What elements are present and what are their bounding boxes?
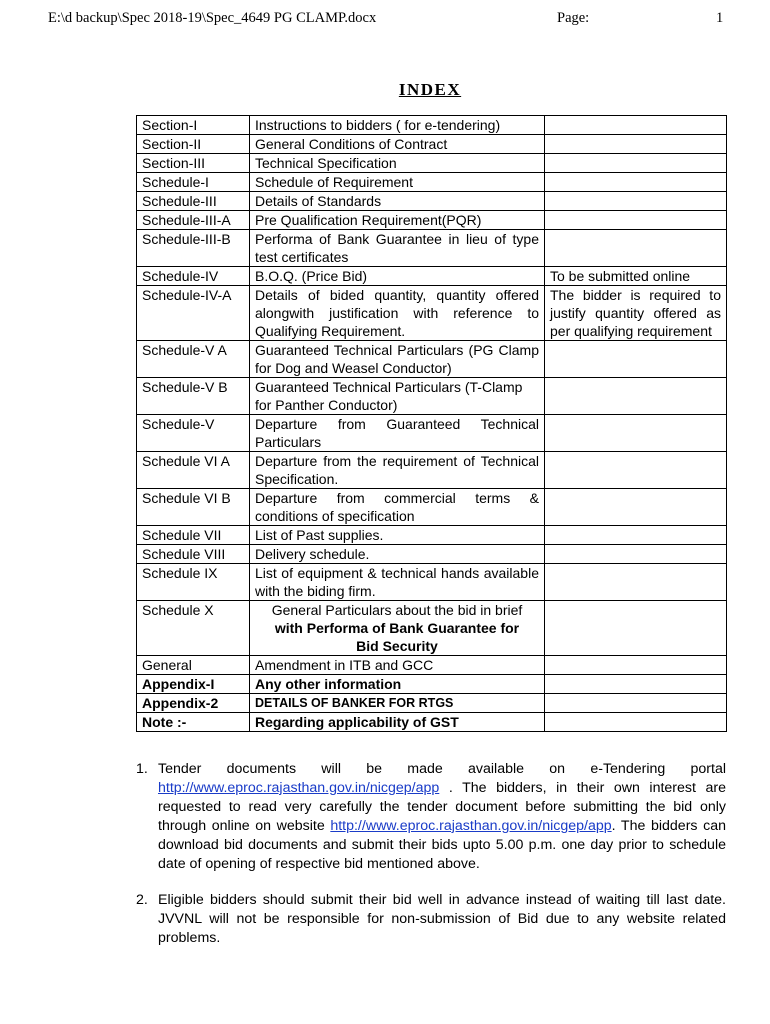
description-cell: Amendment in ITB and GCC — [250, 656, 545, 675]
description-cell: Technical Specification — [250, 154, 545, 173]
table-row — [137, 135, 727, 154]
description-cell: Regarding applicability of GST — [250, 713, 545, 732]
section-cell: Note :- — [137, 713, 250, 732]
table-row — [137, 526, 727, 545]
table-row — [137, 656, 727, 675]
remark-cell — [545, 526, 727, 545]
table-row — [137, 452, 727, 489]
description-cell: Departure from commercial terms & conditions of specification — [250, 489, 545, 526]
remark-cell — [545, 378, 727, 415]
remark-cell — [545, 116, 727, 135]
remark-cell — [545, 192, 727, 211]
table-row — [137, 230, 727, 267]
section-cell: Schedule VII — [137, 526, 250, 545]
description-cell: General Conditions of Contract — [250, 135, 545, 154]
section-cell: Section-I — [137, 116, 250, 135]
description-cell: B.O.Q. (Price Bid) — [250, 267, 545, 286]
section-cell: Schedule IX — [137, 564, 250, 601]
remark-cell: To be submitted online — [545, 267, 727, 286]
section-cell: Schedule-IV-A — [137, 286, 250, 341]
remark-cell — [545, 545, 727, 564]
section-cell: Schedule-I — [137, 173, 250, 192]
table-row — [137, 211, 727, 230]
description-cell: Any other information — [250, 675, 545, 694]
description-cell: Instructions to bidders ( for e-tendering) — [250, 116, 545, 135]
table-row — [137, 116, 727, 135]
remark-cell — [545, 173, 727, 192]
table-row — [137, 545, 727, 564]
section-cell: Appendix-2 — [137, 694, 250, 713]
remark-cell — [545, 211, 727, 230]
section-cell: General — [137, 656, 250, 675]
remark-cell — [545, 154, 727, 173]
table-row — [137, 341, 727, 378]
table-row — [137, 192, 727, 211]
eproc-link[interactable]: http://www.eproc.rajasthan.gov.in/nicgep/app — [330, 818, 612, 834]
table-row — [137, 601, 727, 656]
description-cell: Guaranteed Technical Particulars (PG Clamp for Dog and Weasel Conductor) — [250, 341, 545, 378]
table-row — [137, 154, 727, 173]
description-cell: DETAILS OF BANKER FOR RTGS — [250, 694, 545, 713]
note-text: Eligible bidders should submit their bid well in advance instead of waiting till last date. JVVNL will not be responsible for non-submission of Bid due to any website related problems. — [158, 892, 726, 946]
section-cell: Schedule-III — [137, 192, 250, 211]
file-path: E:\d backup\Spec 2018-19\Spec_4649 PG CLAMP.docx — [48, 10, 377, 26]
table-row — [137, 694, 727, 713]
description-cell — [250, 601, 545, 656]
remark-cell — [545, 601, 727, 656]
description-cell: Pre Qualification Requirement(PQR) — [250, 211, 545, 230]
section-cell: Schedule-IV — [137, 267, 250, 286]
description-cell: Departure from Guaranteed Technical Particulars — [250, 415, 545, 452]
eproc-link[interactable]: http://www.eproc.rajasthan.gov.in/nicgep/app — [158, 780, 440, 796]
table-row — [137, 713, 727, 732]
page-label: Page: — [557, 10, 590, 26]
section-cell: Schedule-V A — [137, 341, 250, 378]
page-title: INDEX — [398, 80, 462, 99]
description-cell: Guaranteed Technical Particulars (T-Clamp for Panther Conductor) — [250, 378, 545, 415]
description-cell: List of equipment & technical hands available with the biding firm. — [250, 564, 545, 601]
description-line: General Particulars about the bid in brief — [271, 602, 523, 618]
remark-cell — [545, 341, 727, 378]
description-cell: Departure from the requirement of Technical Specification. — [250, 452, 545, 489]
table-row — [137, 415, 727, 452]
section-cell: Schedule VI B — [137, 489, 250, 526]
table-row — [137, 173, 727, 192]
note-text: Tender documents will be made available on e-Tendering portal — [158, 761, 726, 777]
description-cell: Performa of Bank Guarantee in lieu of type test certificates — [250, 230, 545, 267]
note-1 — [136, 760, 726, 874]
note-text: . The bidders can download bid documents and submit their bids upto 5.00 p.m. one day prior to schedule date of opening of respective bid mentioned above. — [158, 818, 726, 872]
section-cell: Section-III — [137, 154, 250, 173]
description-cell: Delivery schedule. — [250, 545, 545, 564]
remark-cell — [545, 694, 727, 713]
description-cell: Details of bided quantity, quantity offered alongwith justification with reference to Qualifying Requirement. — [250, 286, 545, 341]
remark-cell — [545, 675, 727, 694]
remark-cell — [545, 656, 727, 675]
table-row — [137, 378, 727, 415]
table-row — [137, 286, 727, 341]
description-line-bold: Bid Security — [356, 638, 438, 654]
table-row — [137, 267, 727, 286]
table-row — [137, 564, 727, 601]
remark-cell — [545, 489, 727, 526]
remark-cell — [545, 135, 727, 154]
remark-cell — [545, 713, 727, 732]
remark-cell — [545, 415, 727, 452]
note-number: 2. — [136, 892, 148, 908]
document-header — [0, 10, 770, 32]
section-cell: Schedule-III-A — [137, 211, 250, 230]
section-cell: Schedule VI A — [137, 452, 250, 489]
section-cell: Schedule X — [137, 601, 250, 656]
section-cell: Section-II — [137, 135, 250, 154]
section-cell: Schedule-V B — [137, 378, 250, 415]
note-text: . The bidders, in their own interest are requested to read very carefully the tender document before submitting the bid only through online on website — [158, 780, 726, 834]
remark-cell — [545, 452, 727, 489]
description-cell: Details of Standards — [250, 192, 545, 211]
section-cell: Appendix-I — [137, 675, 250, 694]
section-cell: Schedule-V — [137, 415, 250, 452]
note-2 — [136, 891, 726, 948]
remark-cell: The bidder is required to justify quantity offered as per qualifying requirement — [545, 286, 727, 341]
table-row — [137, 675, 727, 694]
remark-cell — [545, 564, 727, 601]
description-cell: Schedule of Requirement — [250, 173, 545, 192]
description-line-bold: with Performa of Bank Guarantee for — [274, 620, 520, 636]
note-number: 1. — [136, 761, 148, 777]
page-number: 1 — [716, 10, 724, 26]
remark-cell — [545, 230, 727, 267]
section-cell: Schedule VIII — [137, 545, 250, 564]
description-cell: List of Past supplies. — [250, 526, 545, 545]
index-table — [136, 115, 727, 732]
section-cell: Schedule-III-B — [137, 230, 250, 267]
table-row — [137, 489, 727, 526]
